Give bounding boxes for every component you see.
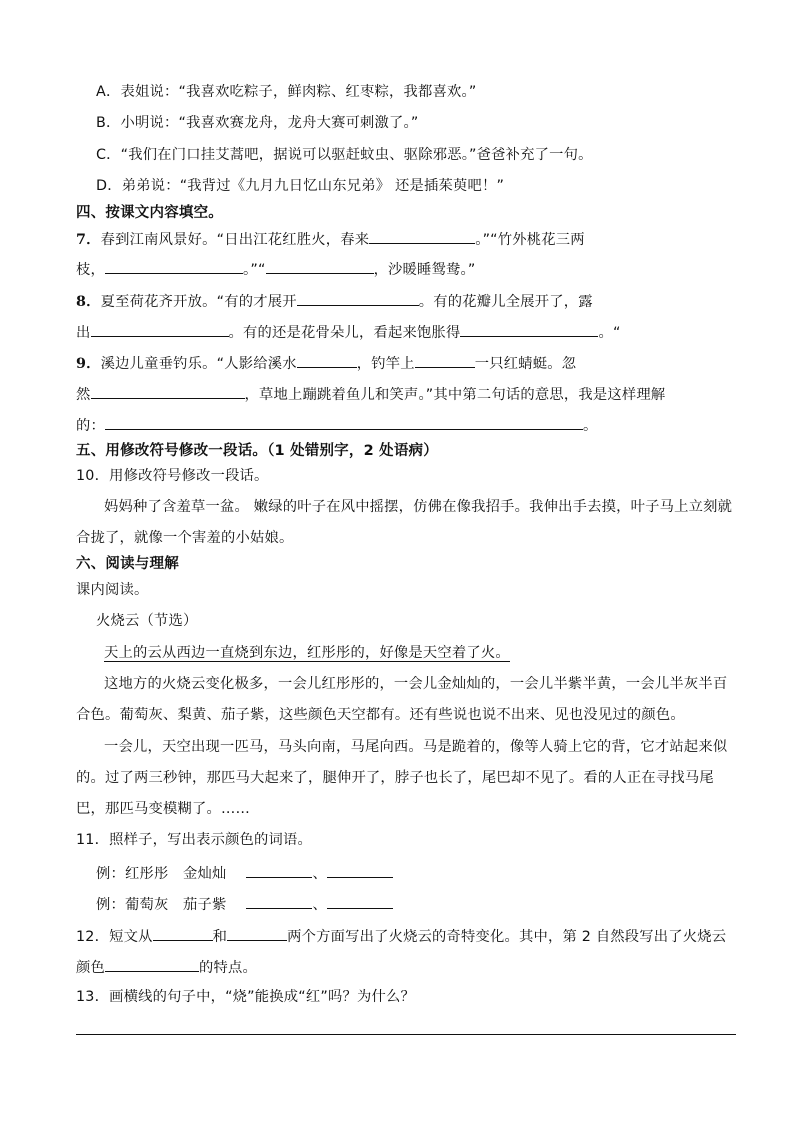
q11-blank-1[interactable] bbox=[246, 862, 312, 878]
q9-blank-3[interactable] bbox=[91, 383, 245, 399]
passage-p3-line3: 巴，那匹马变模糊了。…… bbox=[76, 801, 250, 817]
q9-line3: 的： 。 bbox=[76, 414, 598, 436]
q9-answer-line[interactable] bbox=[105, 414, 583, 430]
q8-blank-1[interactable] bbox=[297, 290, 419, 306]
passage-p2-line2: 合色。葡萄灰、梨黄、茄子紫，这些颜色天空都有。还有些说也说不出来、见也没见过的颜色。 bbox=[76, 707, 685, 723]
section4-heading: 四、按课文内容填空。 bbox=[76, 205, 223, 221]
q9-line1: 9．溪边儿童垂钓乐。“人影给溪水 ，钓竿上 一只红蜻蜓。忽 bbox=[76, 352, 576, 374]
q8-line1: 8．夏至荷花齐开放。“有的才展开 。有的花瓣儿全展开了，露 bbox=[76, 290, 593, 312]
q7-blank-3[interactable] bbox=[266, 258, 374, 274]
option-c: C．“我们在门口挂艾蒿吧，据说可以驱赶蚊虫、驱除邪恶。”爸爸补充了一句。 bbox=[96, 147, 593, 163]
q13-prompt: 13．画横线的句子中，“烧”能换成“红”吗？为什么？ bbox=[76, 989, 415, 1005]
q7-blank-2[interactable] bbox=[105, 258, 243, 274]
q12-blank-1[interactable] bbox=[153, 925, 213, 941]
q11-example-1: 例：红彤彤 金灿灿 、 bbox=[96, 862, 393, 884]
underlined-sentence: 天上的云从西边一直烧到东边，红彤彤的，好像是天空着了火。 bbox=[104, 645, 510, 661]
reading-intro: 课内阅读。 bbox=[76, 582, 149, 598]
q7-blank-1[interactable] bbox=[369, 228, 475, 244]
passage-p3-line1: 一会儿，天空出现一匹马，马头向南，马尾向西。马是跪着的，像等人骑上它的背，它才站起来似 bbox=[104, 739, 728, 755]
q9-blank-1[interactable] bbox=[297, 352, 357, 368]
q11-blank-2[interactable] bbox=[327, 862, 393, 878]
q8-blank-3[interactable] bbox=[460, 321, 598, 337]
q12-line1: 12．短文从 和 两个方面写出了火烧云的奇特变化。其中，第 2 自然段写出了火烧云 bbox=[76, 925, 726, 947]
q7-line2: 枝， 。”“ ，沙暖睡鸳鸯。” bbox=[76, 258, 476, 280]
passage-title: 火烧云（节选） bbox=[96, 613, 198, 629]
q9-number: 9． bbox=[76, 356, 101, 372]
q7-number: 7． bbox=[76, 232, 101, 248]
q9-blank-2[interactable] bbox=[415, 352, 475, 368]
option-a: A．表姐说：“我喜欢吃粽子，鲜肉粽、红枣粽，我都喜欢。” bbox=[96, 84, 477, 100]
option-d: D．弟弟说：“我背过《九月九日忆山东兄弟》 还是插茱萸吧！” bbox=[96, 178, 505, 194]
option-b: B．小明说：“我喜欢赛龙舟，龙舟大赛可刺激了。” bbox=[96, 115, 419, 131]
q13-answer-line[interactable] bbox=[76, 1034, 736, 1035]
q10-paragraph-line1: 妈妈种了含羞草一盆。 嫩绿的叶子在风中摇摆，仿佛在像我招手。我伸出手去摸，叶子马上立刻就 bbox=[104, 499, 733, 515]
q12-blank-3[interactable] bbox=[105, 956, 199, 972]
q8-blank-2[interactable] bbox=[91, 321, 229, 337]
q10-paragraph-line2: 合拢了，就像一个害羞的小姑娘。 bbox=[76, 530, 294, 546]
q12-line2: 颜色 的特点。 bbox=[76, 956, 257, 978]
q7-line1: 7．春到江南风景好。“日出江花红胜火，春来 。”“竹外桃花三两 bbox=[76, 228, 585, 250]
passage-p2-line1: 这地方的火烧云变化极多，一会儿红彤彤的，一会儿金灿灿的，一会儿半紫半黄，一会儿半灰半百 bbox=[104, 676, 728, 692]
q10-prompt: 10．用修改符号修改一段话。 bbox=[76, 468, 269, 484]
passage-p3-line2: 的。过了两三秒钟，那匹马大起来了，腿伸开了，脖子也长了，尾巴却不见了。看的人正在寻找马尾 bbox=[76, 770, 714, 786]
section5-heading: 五、用修改符号修改一段话。（1 处错别字，2 处语病） bbox=[76, 443, 438, 459]
q8-number: 8． bbox=[76, 294, 101, 310]
q12-blank-2[interactable] bbox=[227, 925, 287, 941]
q8-line2: 出 。有的还是花骨朵儿，看起来饱胀得 。“ bbox=[76, 321, 621, 343]
q11-blank-3[interactable] bbox=[246, 893, 312, 909]
section6-heading: 六、阅读与理解 bbox=[76, 556, 179, 572]
q11-example-2: 例：葡萄灰 茄子紫 、 bbox=[96, 893, 393, 915]
q11-blank-4[interactable] bbox=[327, 893, 393, 909]
q9-line2: 然 ，草地上蹦跳着鱼儿和笑声。”其中第二句话的意思，我是这样理解 bbox=[76, 383, 665, 405]
q11-prompt: 11．照样子，写出表示颜色的词语。 bbox=[76, 832, 313, 848]
underlined-sentence-line bbox=[104, 643, 510, 663]
